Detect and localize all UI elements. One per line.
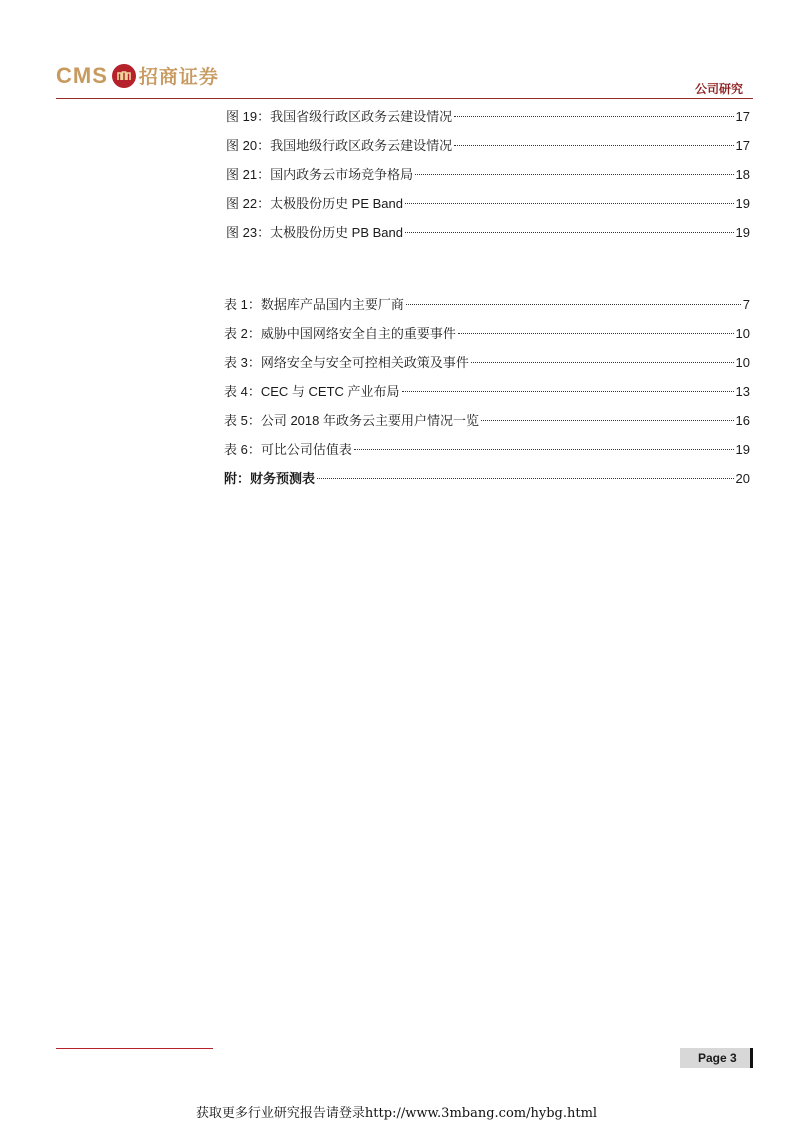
toc-entry-label: 表 1：数据库产品国内主要厂商 xyxy=(224,297,404,312)
dot-leader xyxy=(354,449,734,450)
dot-leader xyxy=(454,145,733,146)
toc-entry-page: 17 xyxy=(735,138,750,153)
toc-entry-appendix[interactable] xyxy=(224,470,750,488)
dot-leader xyxy=(415,174,733,175)
toc-entry-table-6[interactable] xyxy=(224,441,750,459)
toc-entry-page: 17 xyxy=(735,109,750,124)
logo-emblem-icon xyxy=(112,64,136,88)
toc-entry-label: 表 6：可比公司估值表 xyxy=(224,442,352,457)
toc-entry-label: 图 20：我国地级行政区政务云建设情况 xyxy=(226,138,453,153)
toc-entry-label: 表 3：网络安全与安全可控相关政策及事件 xyxy=(224,355,469,370)
toc-entry-label: 图 22：太极股份历史 PE Band xyxy=(226,196,403,211)
page-header xyxy=(56,58,753,100)
cms-logo xyxy=(56,62,219,89)
page-number-bar xyxy=(750,1048,753,1068)
toc-entry-page: 10 xyxy=(735,326,750,341)
toc-entry-figure-23[interactable] xyxy=(226,224,750,242)
toc-entry-label: 表 2：威胁中国网络安全自主的重要事件 xyxy=(224,326,456,341)
toc-entry-page: 7 xyxy=(742,297,750,312)
toc-entry-table-3[interactable] xyxy=(224,354,750,372)
toc-entry-figure-20[interactable] xyxy=(226,137,750,155)
toc-entry-page: 16 xyxy=(735,413,750,428)
dot-leader xyxy=(471,362,734,363)
dot-leader xyxy=(402,391,734,392)
toc-entry-figure-22[interactable] xyxy=(226,195,750,213)
dot-leader xyxy=(481,420,734,421)
toc-entry-label: 表 5：公司 2018 年政务云主要用户情况一览 xyxy=(224,413,479,428)
toc-entry-page: 19 xyxy=(735,442,750,457)
toc-entry-page: 19 xyxy=(735,225,750,240)
dot-leader xyxy=(454,116,733,117)
dot-leader xyxy=(405,232,734,233)
header-divider xyxy=(56,98,753,99)
toc-entry-table-5[interactable] xyxy=(224,412,750,430)
logo-chinese-text: 招商证券 xyxy=(138,66,219,88)
dot-leader xyxy=(458,333,734,334)
toc-entry-label: 图 21：国内政务云市场竞争格局 xyxy=(226,167,414,182)
toc-entry-table-4[interactable] xyxy=(224,383,750,401)
toc-entry-figure-21[interactable] xyxy=(226,166,750,184)
toc-entry-table-1[interactable] xyxy=(224,296,750,314)
toc-entry-page: 10 xyxy=(735,355,750,370)
toc-entry-page: 18 xyxy=(735,167,750,182)
dot-leader xyxy=(405,203,734,204)
toc-entry-label: 图 23：太极股份历史 PB Band xyxy=(226,225,403,240)
section-title: 公司研究 xyxy=(694,82,743,96)
toc-entry-table-2[interactable] xyxy=(224,325,750,343)
source-link-text[interactable]: 获取更多行业研究报告请登录http://www.3mbang.com/hybg.html xyxy=(195,1106,598,1121)
toc-entry-label: 附：财务预测表 xyxy=(224,471,316,486)
logo-latin-text: CMS xyxy=(56,62,108,88)
dot-leader xyxy=(317,478,734,479)
page-number: Page 3 xyxy=(680,1048,750,1068)
toc-entry-page: 13 xyxy=(735,384,750,399)
toc-entry-page: 19 xyxy=(735,196,750,211)
toc-entry-figure-19[interactable] xyxy=(226,108,750,126)
toc-entry-label: 表 4：CEC 与 CETC 产业布局 xyxy=(224,384,400,399)
toc-entry-page: 20 xyxy=(735,471,750,486)
dot-leader xyxy=(406,304,741,305)
toc-entry-label: 图 19：我国省级行政区政务云建设情况 xyxy=(226,109,453,124)
footnote-divider xyxy=(56,1048,213,1049)
